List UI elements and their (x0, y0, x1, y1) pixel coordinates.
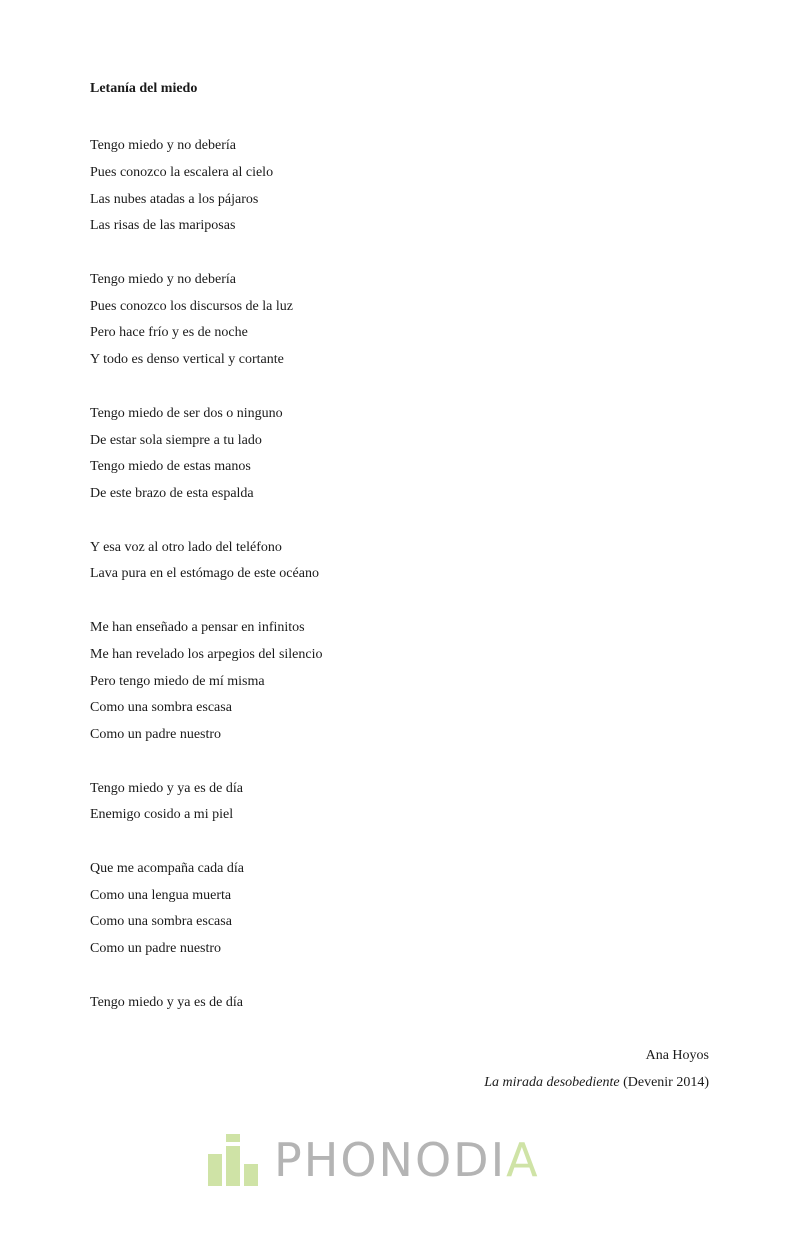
poem-line: Como un padre nuestro (90, 727, 222, 743)
book-citation (484, 1070, 709, 1097)
poem-line: Pero hace frío y es de noche (90, 325, 248, 341)
stanza (90, 535, 710, 589)
publication-info: (Devenir 2014) (623, 1074, 709, 1090)
poem-line: Tengo miedo y ya es de día (90, 780, 243, 796)
poem-line: Las risas de las mariposas (90, 218, 236, 234)
stanza (90, 990, 710, 1017)
logo-wordmark (274, 1134, 540, 1186)
poem-line: Tengo miedo de ser dos o ninguno (90, 405, 283, 421)
poem-line: Pero tengo miedo de mí misma (90, 673, 265, 689)
stanza (90, 776, 710, 830)
poem-line: De estar sola siempre a tu lado (90, 432, 262, 448)
poem-line: Como una lengua muerta (90, 887, 232, 903)
poem-line: Como una sombra escasa (90, 700, 232, 716)
stanza (90, 856, 710, 963)
poem-line: Tengo miedo y no debería (90, 271, 236, 287)
poem-line: Tengo miedo y no debería (90, 138, 236, 153)
poem-line: Tengo miedo y ya es de día (90, 994, 243, 1010)
logo-wordmark-main: PHONODI (274, 1133, 507, 1187)
poem-line: Me han revelado los arpegios del silencio (90, 646, 323, 662)
poem-title: Letanía del miedo (90, 81, 198, 96)
poem-line: Pues conozco los discursos de la luz (90, 298, 293, 314)
signature-block (484, 1043, 709, 1097)
poem-line: Enemigo cosido a mi piel (90, 807, 234, 823)
poem-line: Tengo miedo de estas manos (90, 459, 251, 475)
author-name: Ana Hoyos (645, 1048, 709, 1063)
poem-line: Que me acompaña cada día (90, 860, 244, 876)
stanza (90, 615, 710, 749)
stanza (90, 133, 710, 240)
book-title: La mirada desobediente (484, 1074, 620, 1090)
poem-line: Las nubes atadas a los pájaros (90, 191, 259, 207)
poem-line: Pues conozco la escalera al cielo (90, 164, 274, 180)
stanza (90, 401, 710, 508)
poem-line: Me han enseñado a pensar en infinitos (90, 619, 305, 635)
poem-body (90, 133, 710, 1043)
poem-line: Lava pura en el estómago de este océano (90, 566, 319, 582)
phonodia-logo (208, 1134, 588, 1186)
poem-line: Y esa voz al otro lado del teléfono (90, 539, 282, 555)
poem-line: De este brazo de esta espalda (90, 486, 254, 502)
bar-chart-logo-icon (208, 1134, 260, 1186)
poem-line: Como una sombra escasa (90, 914, 232, 930)
logo-wordmark-accent: A (506, 1133, 540, 1187)
stanza (90, 267, 710, 374)
poem-line: Y todo es denso vertical y cortante (90, 352, 284, 368)
poem-line: Como un padre nuestro (90, 941, 222, 957)
